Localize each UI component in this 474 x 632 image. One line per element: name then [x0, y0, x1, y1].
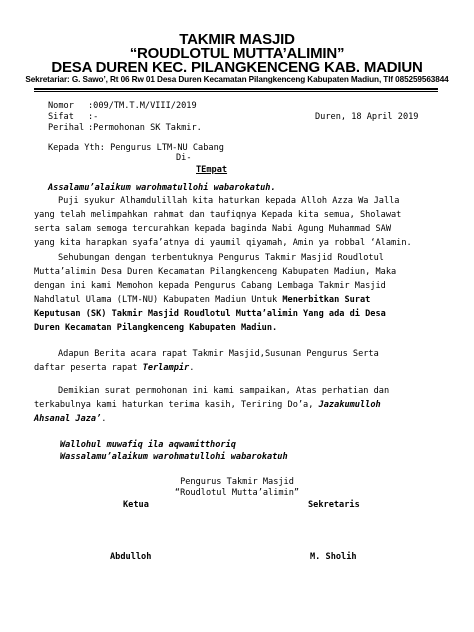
- header-masjid-name: “ROUDLOTUL MUTTA’ALIMIN”: [129, 45, 345, 62]
- p2-line6-bold: Duren Kecamatan Pilangkenceng Kabupaten Madiun.: [34, 323, 278, 333]
- nomor-label: Nomor: [48, 101, 74, 111]
- perihal-label: Perihal: [48, 123, 85, 133]
- p2-line: Sehubungan dengan terbentuknya Pengurus Takmir Masjid Roudlotul: [58, 253, 384, 263]
- p2-line4-bold: Menerbitkan Surat: [282, 295, 371, 305]
- sekretaris-label: Sekretaris: [308, 500, 360, 510]
- greeting: Assalamu’alaikum warohmatullohi wabarokatuh.: [48, 183, 276, 193]
- p4-line: [34, 412, 438, 426]
- p3-line: [34, 361, 438, 375]
- recipient-line: Kepada Yth: Pengurus LTM-NU Cabang: [48, 143, 224, 153]
- p3-terlampir: Terlampir: [142, 363, 190, 373]
- p4-line3-end: .: [101, 414, 107, 424]
- p4-ahsanal-jaza: Ahsanal Jaza’: [34, 414, 102, 424]
- recipient-di: Di-: [176, 153, 192, 163]
- p3-line2-text: daftar peserta rapat: [34, 363, 143, 373]
- p1-line: yang telah melimpahkan rahmat dan taufiqnya Kepada kita semua, Sholawat: [34, 210, 402, 220]
- ketua-label: Ketua: [123, 500, 149, 510]
- p1-line: Puji syukur Alhamdulillah kita haturkan kepada Alloh Azza Wa Jalla: [58, 196, 400, 206]
- p2-line4-text: Nahdlatul Ulama (LTM-NU) Kabupaten Madiun Untuk: [34, 295, 283, 305]
- header-divider-top: [34, 88, 438, 90]
- closing-line2: Wassalamu’alaikum warohmatullohi wabarokatuh: [60, 452, 288, 462]
- header-org: TAKMIR MASJID: [179, 31, 295, 48]
- p3-line: Adapun Berita acara rapat Takmir Masjid,Susunan Pengurus Serta: [58, 349, 379, 359]
- recipient-tempat: TEmpat: [196, 165, 228, 175]
- p2-line: Mutta’alimin Desa Duren Kecamatan Pilangkenceng Kabupaten Madiun, Maka: [34, 267, 397, 277]
- sifat-value: :-: [88, 112, 99, 122]
- ketua-name: Abdulloh: [110, 552, 152, 562]
- sekretaris-name: M. Sholih: [310, 552, 357, 562]
- signature-title1: Pengurus Takmir Masjid: [180, 477, 294, 487]
- signature-title2: “Roudlotul Mutta’alimin”: [174, 488, 300, 498]
- p2-line: dengan ini kami Memohon kepada Pengurus Cabang Lembaga Takmir Masjid: [34, 281, 386, 291]
- p4-line: [34, 398, 438, 412]
- p4-line2-text: terkabulnya kami haturkan terima kasih, Teriring Do’a,: [34, 400, 319, 410]
- header-location: DESA DUREN KEC. PILANGKENCENG KAB. MADIUN: [51, 59, 423, 76]
- paragraph-request: [34, 251, 438, 335]
- p2-line5-bold: Keputusan (SK) Takmir Masjid Roudlotul Mutta’alimin Yang ada di Desa: [34, 309, 386, 319]
- nomor-value: :009/TM.T.M/VIII/2019: [88, 101, 197, 111]
- p4-line: Demikian surat permohonan ini kami sampaikan, Atas perhatian dan: [58, 386, 390, 396]
- perihal-value: :Permohonan SK Takmir.: [88, 123, 202, 133]
- header-divider-bottom: [34, 91, 438, 92]
- p1-line: yang kita harapkan syafa’atnya di yaumil qiyamah, Amin ya robbal ‘Alamin.: [34, 238, 412, 248]
- letter-date: Duren, 18 April 2019: [315, 112, 419, 122]
- paragraph-attachment: [34, 347, 438, 375]
- paragraph-opening: [34, 194, 438, 250]
- p1-line: serta salam semoga tercurahkan kepada baginda Nabi Agung Muhammad SAW: [34, 224, 391, 234]
- p2-line: [34, 293, 438, 307]
- header-address: Sekretariar: G. Sawo’, Rt 06 Rw 01 Desa Duren Kecamatan Pilangkenceng Kabupaten Madiun, Tlf 085259563844: [25, 75, 449, 84]
- paragraph-closing: [34, 384, 438, 426]
- p4-jazakumulloh: Jazakumulloh: [318, 400, 381, 410]
- closing-line1: Wallohul muwafiq ila aqwamitthoriq: [60, 440, 236, 450]
- p3-line2-end: .: [189, 363, 195, 373]
- sifat-label: Sifat: [48, 112, 74, 122]
